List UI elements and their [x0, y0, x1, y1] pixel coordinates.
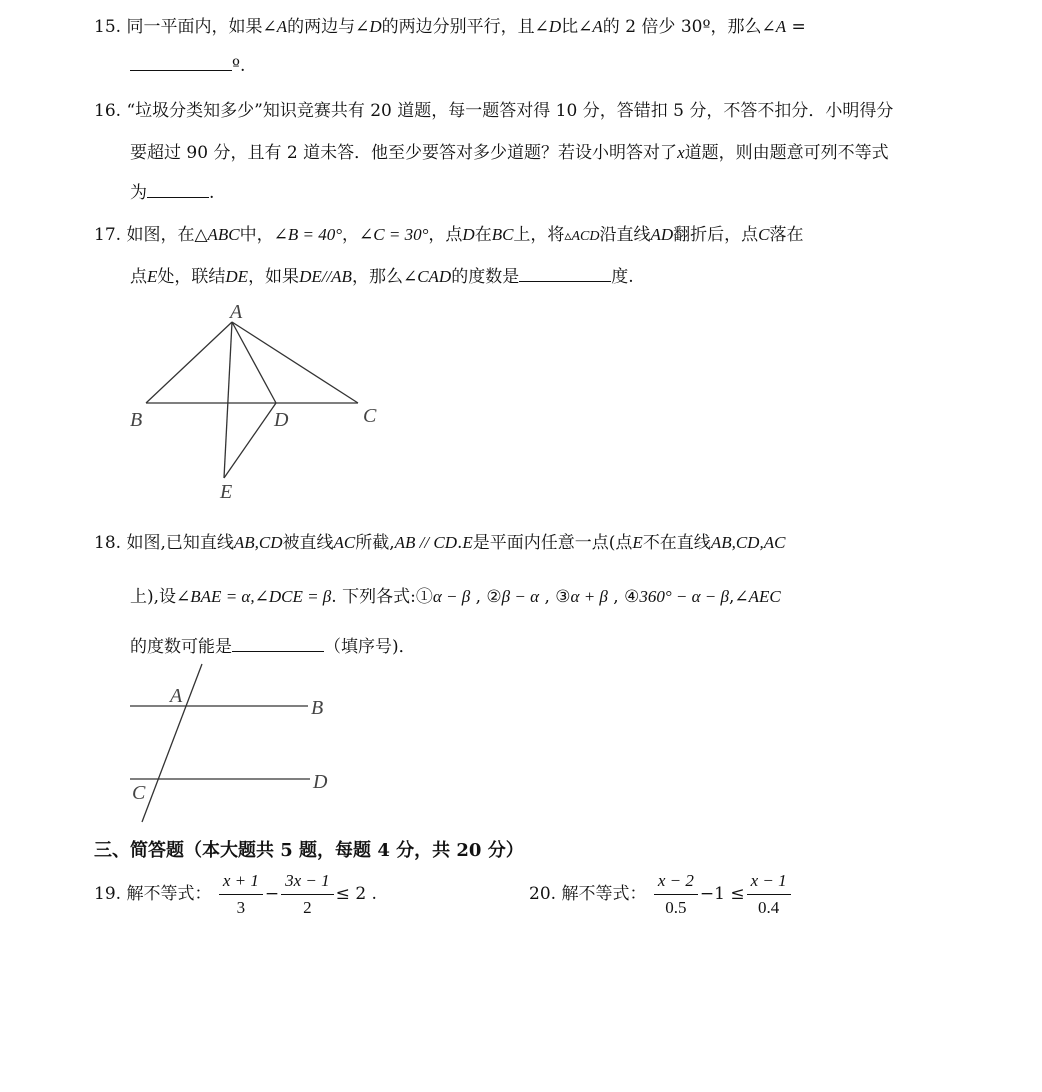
label-D: D: [274, 409, 289, 431]
section-heading: 三、简答题（本大题共 5 题，每题 4 分，共 20 分）: [94, 840, 524, 861]
parallel-lines-figure: [126, 660, 336, 826]
label-C: C: [132, 782, 146, 804]
q19: 19. 解不等式： $\frac{x + 1}{3}$ − $\frac{3x - 1}{2}$ ≤ 2 .: [94, 868, 377, 921]
label-A: A: [230, 301, 243, 323]
fraction-1: $\frac{x + 1}{3}$: [219, 868, 263, 921]
fraction-1: $\frac{x - 2}{0.5}$: [654, 868, 698, 921]
answer-blank[interactable]: [130, 54, 232, 71]
q18-line2: 上),设∠BAE = α,∠DCE = β. 下列各式:①α − β , ②β − α , ③α + β , ④360° − α − β,∠AEC: [130, 587, 781, 607]
q16-line2: 要超过 90 分，且有 2 道未答．他至少要答对多少道题？若设小明答对了x道题，则由题意可列不等式: [130, 143, 889, 163]
q17-line2: 点E处，联结DE，如果DE//AB，那么∠CAD的度数是 度.: [130, 267, 634, 287]
label-D: D: [313, 771, 328, 793]
answer-blank[interactable]: [147, 181, 209, 198]
label-B: B: [311, 697, 324, 719]
q16-line3: 为 .: [130, 183, 215, 203]
q15-line2: º.: [130, 54, 245, 76]
label-B: B: [130, 409, 143, 431]
figure-background: [126, 660, 336, 826]
q18-line1: 18. 如图,已知直线AB,CD被直线AC所截,AB // CD.E是平面内任意一点(点E不在直线AB,CD,AC: [94, 533, 786, 553]
fraction-2: $\frac{3x - 1}{2}$: [281, 868, 334, 921]
q20: 20. 解不等式： $\frac{x - 2}{0.5}$ −1 ≤ $\frac{x - 1}{0.4}$: [529, 868, 793, 921]
figure-background: [126, 298, 386, 504]
label-C: C: [363, 405, 377, 427]
q17-line1: 17. 如图，在△ABC中，∠B = 40°，∠C = 30°，点D在BC上，将▵ACD沿直线AD翻折后，点C落在: [94, 225, 804, 245]
q16-line1: 16. “垃圾分类知多少”知识竞赛共有 20 道题，每一题答对得 10 分，答错扣 5 分，不答不扣分．小明得分: [94, 101, 894, 121]
fraction-2: $\frac{x - 1}{0.4}$: [747, 868, 791, 921]
answer-blank[interactable]: [232, 635, 324, 652]
label-E: E: [220, 481, 233, 503]
q15-line1: 15. 同一平面内，如果∠A的两边与∠D的两边分别平行，且∠D比∠A的 2 倍少 30º，那么∠A =: [94, 17, 806, 37]
triangle-figure: [126, 298, 386, 504]
answer-blank[interactable]: [519, 265, 611, 282]
label-A: A: [170, 685, 183, 707]
q18-line3: 的度数可能是 （填序号)．: [130, 637, 416, 657]
